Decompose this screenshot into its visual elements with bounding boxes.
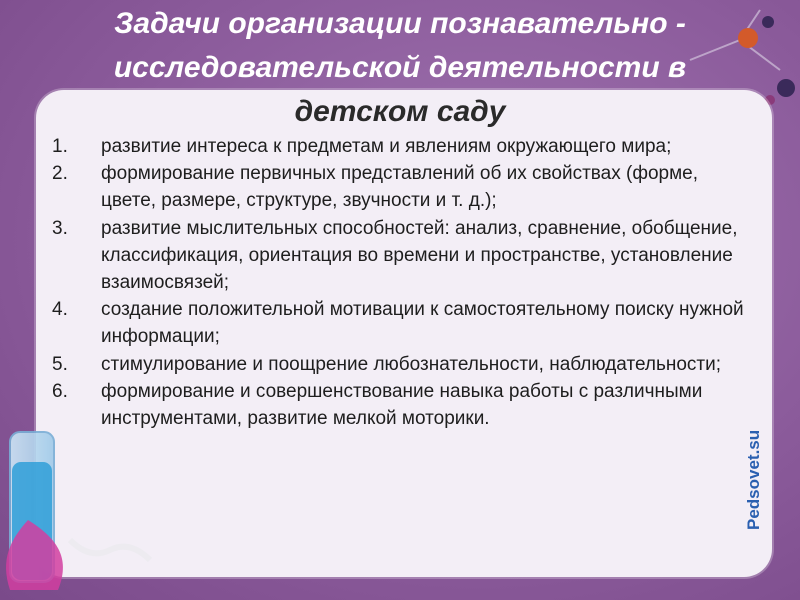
- title-line-1: Задачи организации познавательно -: [114, 7, 686, 40]
- item-text: формирование и совершенствование навыка работы с различными инструментами, развитие мелкой моторики.: [101, 380, 703, 430]
- title-line-3: детском саду: [294, 95, 506, 128]
- list-item: [52, 215, 752, 297]
- title-line-2: исследовательской деятельности в: [113, 51, 687, 84]
- list-item: [52, 296, 752, 350]
- list-item: [52, 133, 752, 160]
- item-number: 4.: [52, 299, 68, 321]
- item-text: развитие мыслительных способностей: анализ, сравнение, обобщение, классификация, ориентация во времени и пространстве, установление взаимосвязей;: [101, 217, 738, 294]
- list-item: [52, 378, 752, 432]
- item-text: стимулирование и поощрение любознательности, наблюдательности;: [101, 353, 722, 375]
- pedsovet-logo: Pedsovet.su: [744, 429, 763, 530]
- tasks-list: [52, 133, 752, 432]
- item-number: 5.: [52, 353, 68, 375]
- item-number: 6.: [52, 380, 68, 402]
- item-text: развитие интереса к предметам и явлениям окружающего мира;: [101, 136, 672, 157]
- item-text: создание положительной мотивации к самостоятельному поиску нужной информации;: [101, 299, 744, 348]
- page-title: [0, 2, 800, 134]
- item-text: формирование первичных представлений об их свойствах (форме, цвете, размере, структуре, звучности и т. д.);: [101, 163, 698, 212]
- item-number: 1.: [52, 136, 68, 157]
- list-item: [52, 160, 752, 214]
- list-item: [52, 351, 752, 378]
- item-number: 2.: [52, 163, 68, 185]
- item-number: 3.: [52, 217, 68, 239]
